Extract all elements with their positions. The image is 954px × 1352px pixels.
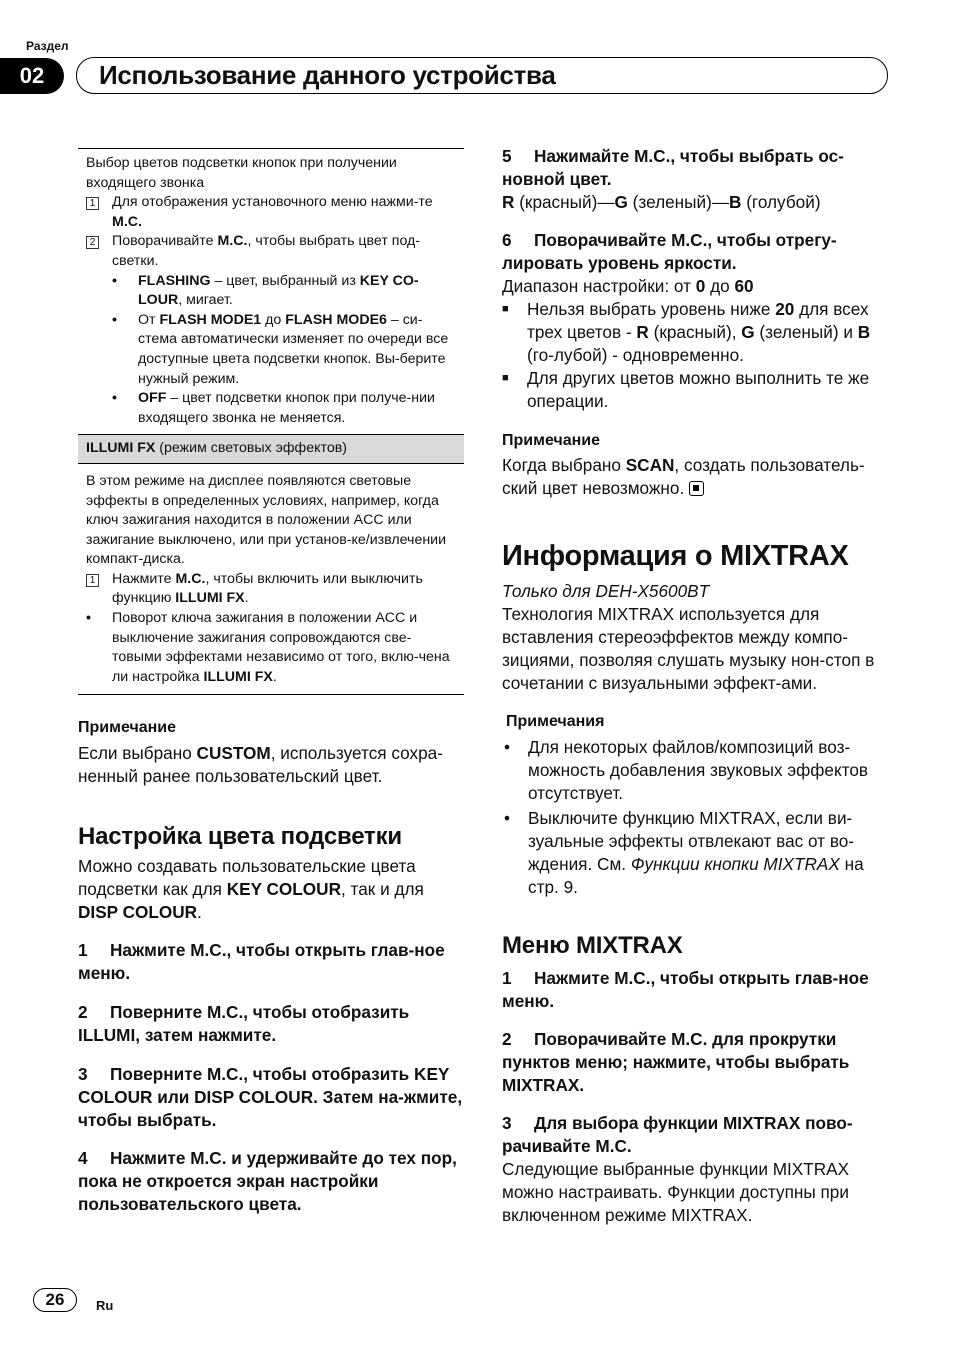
note xyxy=(502,430,894,500)
list-item: • OFF – цвет подсветки кнопок при получе-нии входящего звонка не меняется. xyxy=(112,389,456,428)
step-3: 3 Поверните M.C., чтобы отобразить KEY COLOUR или DISP COLOUR. Затем на-жмите, чтобы выбрать. xyxy=(78,1064,463,1131)
note-heading: Примечание xyxy=(78,719,177,737)
bullet-icon: • xyxy=(504,737,511,757)
right-column xyxy=(502,145,894,1227)
chapter-title-box xyxy=(76,57,888,94)
table-step: 1 Нажмите M.C., чтобы включить или выключить функцию ILLUMI FX. xyxy=(86,570,456,609)
step-number-box: 2 xyxy=(86,236,99,249)
menu-heading: Меню MIXTRAX xyxy=(502,932,683,959)
list-item: • Выключите функцию MIXTRAX, если ви-зуальные эффекты отвлекают вас от во-ждения. См. Функции кнопки MIXTRAX на стр. 9. xyxy=(504,808,864,897)
chapter-title: Использование данного устройства xyxy=(99,60,556,90)
table-intro: Выбор цветов подсветки кнопок при получении входящего звонка xyxy=(86,155,397,191)
notes xyxy=(502,711,894,899)
table-intro: В этом режиме на дисплее появляются световые эффекты в определенных условиях, например, когда ключ зажигания находится в положении ACC или зажигание выключено, или при установ-ке/извлечении компакт-диска. xyxy=(86,472,447,568)
mixtrax-text: Технология MIXTRAX используется для вставления стереоэффектов между компо-зициями, позволяя слушать музыку нон-стоп в сочетании с визуальными эффект-ами. xyxy=(502,604,875,693)
bullet-icon: • xyxy=(86,610,91,627)
range-text: Диапазон настройки: от 0 до 60 xyxy=(502,276,754,296)
bullet-icon: • xyxy=(112,390,117,407)
step-number-box: 1 xyxy=(86,574,99,587)
square-bullet-icon: ■ xyxy=(502,303,509,315)
illumi-fx-row: ILLUMI FX (режим световых эффектов) xyxy=(78,434,464,464)
list-item: • Для некоторых файлов/композиций воз-можность добавления звуковых эффектов отсутствует. xyxy=(504,737,869,803)
section-label: Раздел xyxy=(26,39,69,53)
bullet-icon: • xyxy=(504,808,511,828)
note-text: Если выбрано CUSTOM, используется сохра-ненный ранее пользовательский цвет. xyxy=(78,743,443,787)
menu-step-1: 1 Нажмите M.C., чтобы открыть глав-ное меню. xyxy=(502,968,869,1011)
step-5: 5 Нажимайте M.C., чтобы выбрать ос-новной цвет. xyxy=(502,146,844,189)
note-heading: Примечание xyxy=(502,432,601,449)
note-text: Когда выбрано SCAN, создать пользователь-ский цвет невозможно. xyxy=(502,455,865,498)
list-item: • FLASHING – цвет, выбранный из KEY CO-LOUR, мигает. xyxy=(112,272,456,311)
step-6: 6 Поворачивайте M.C., чтобы отрегу-лировать уровень яркости. xyxy=(502,230,837,273)
note xyxy=(78,717,464,788)
notes-heading: Примечания xyxy=(506,713,605,730)
bullet-icon: • xyxy=(112,311,117,328)
step-4: 4 Нажмите M.C. и удерживайте до тех пор, пока не откроется экран настройки пользовательского цвета. xyxy=(78,1148,457,1215)
menu-step-2: 2 Поворачивайте M.C. для прокрутки пунктов меню; нажмите, чтобы выбрать MIXTRAX. xyxy=(502,1029,850,1095)
table-step: 1 Для отображения установочного меню нажми-те M.C. xyxy=(86,193,456,232)
table-step: 2 Поворачивайте M.C., чтобы выбрать цвет под-светки. xyxy=(86,232,456,271)
section-number-badge: 02 xyxy=(0,58,64,94)
list-item: ■ Нельзя выбрать уровень ниже 20 для всех трех цветов - R (красный), G (зеленый) и B (го-лубой) - одновременно. xyxy=(502,299,871,365)
step-1: 1 Нажмите M.C., чтобы открыть глав-ное меню. xyxy=(78,940,445,984)
left-column xyxy=(78,148,464,1216)
mixtrax-heading: Информация о MIXTRAX xyxy=(502,540,849,572)
section-text: Можно создавать пользовательские цвета подсветки как для KEY COLOUR, так и для DISP COLOUR. xyxy=(78,856,424,923)
square-bullet-icon: ■ xyxy=(502,372,509,384)
step-2: 2 Поверните M.C., чтобы отобразить ILLUMI, затем нажмите. xyxy=(78,1002,410,1046)
menu-text: Следующие выбранные функции MIXTRAX можно настраивать. Функции доступны при включенном режиме MIXTRAX. xyxy=(502,1159,850,1225)
list-item: • От FLASH MODE1 до FLASH MODE6 – си-стема автоматически изменяет по очереди все доступные цвета подсветки кнопок. Вы-берите нужный режим. xyxy=(112,311,456,389)
call-color-table xyxy=(78,148,464,695)
bullet-icon: • xyxy=(112,272,117,289)
model-note: Только для DEH-X5600BT xyxy=(502,581,710,601)
page-number: 26 xyxy=(33,1288,77,1312)
list-item: ■ Для других цветов можно выполнить те же операции. xyxy=(502,368,870,411)
color-sequence: R (красный)—G (зеленый)—B (голубой) xyxy=(502,192,821,212)
step-number-box: 1 xyxy=(86,197,99,210)
menu-step-3: 3 Для выбора функции MIXTRAX пово-рачивайте M.C. xyxy=(502,1113,853,1156)
section-heading: Настройка цвета подсветки xyxy=(78,823,402,851)
end-mark-icon xyxy=(689,481,704,496)
language-label: Ru xyxy=(96,1298,114,1313)
list-item: • Поворот ключа зажигания в положении ACC и выключение зажигания сопровождаются све-товыми эффектами независимо от того, вклю-чена ли настройка ILLUMI FX. xyxy=(86,609,456,687)
